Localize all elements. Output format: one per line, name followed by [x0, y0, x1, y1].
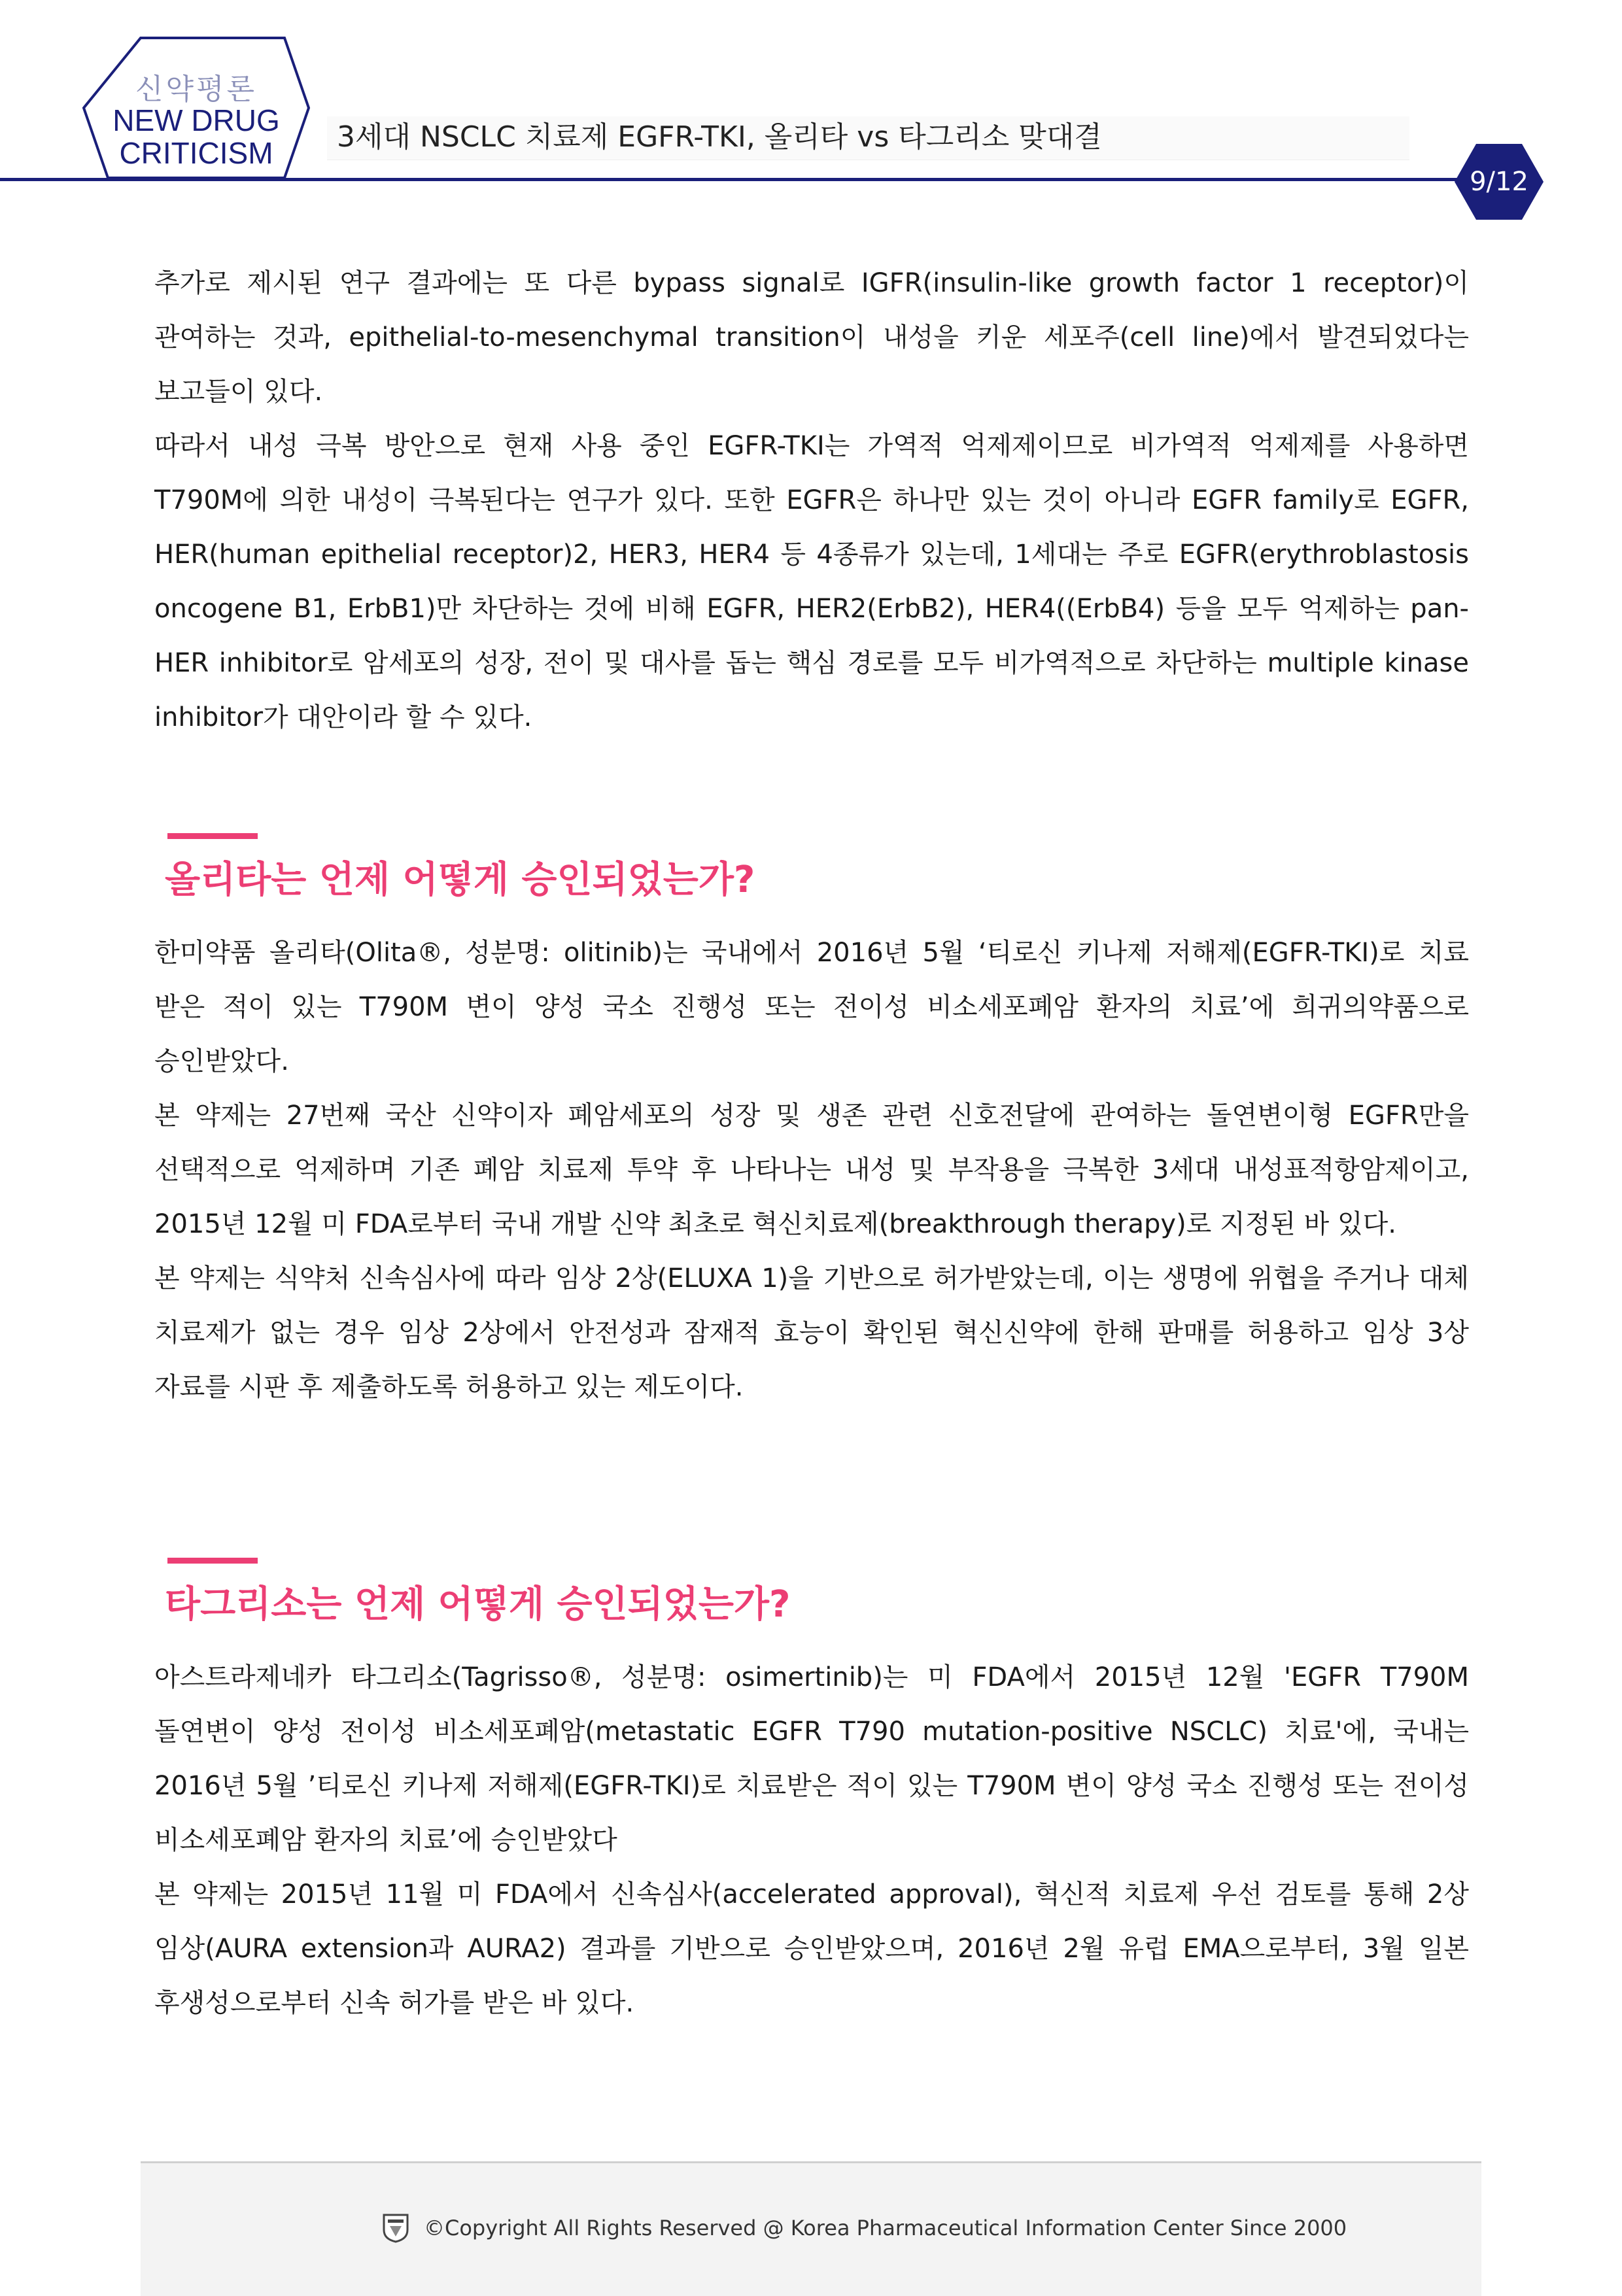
section-paragraph: 본 약제는 27번째 국산 신약이자 폐암세포의 성장 및 생존 관련 신호전달에 관여하는 돌연변이형 EGFR만을 선택적으로 억제하며 기존 폐암 치료제 투약 후 나타나는 내성 및 부작용을 극복한 3세대 내성표적항암제이고, 2015년 12월 미 FDA로부터 국내 개발 신약 최초로 혁신치료제(breakthrough therapy)로 지정된 바 있다.: [154, 1101, 1469, 1239]
header-divider: [0, 178, 1472, 181]
section-paragraph: 본 약제는 2015년 11월 미 FDA에서 신속심사(accelerated approval), 혁신적 치료제 우선 검토를 통해 2상 임상(AURA extension과 AURA2) 결과를 기반으로 승인받았으며, 2016년 2월 유럽 EMA으로부터, 3월 일본 후생성으로부터 신속 허가를 받은 바 있다.: [154, 1879, 1469, 2018]
section-paragraph: 본 약제는 식약처 신속심사에 따라 임상 2상(ELUXA 1)을 기반으로 허가받았는데, 이는 생명에 위협을 주거나 대체 치료제가 없는 경우 임상 2상에서 안전성과 잠재적 효능이 확인된 혁신신약에 한해 판매를 허용하고 임상 3상 자료를 시판 후 제출하도록 허용하고 있는 제도이다.: [154, 1263, 1469, 1402]
section-olita-body: [154, 926, 1469, 1414]
section-heading-tagrisso: 타그리소는 언제 어떻게 승인되었는가?: [165, 1583, 791, 1626]
intro-paragraph: 따라서 내성 극복 방안으로 현재 사용 중인 EGFR-TKI는 가역적 억제제이므로 비가역적 억제제를 사용하면 T790M에 의한 내성이 극복된다는 연구가 있다. 또한 EGFR은 하나만 있는 것이 아니라 EGFR family로 EGFR, HER(human epithelial receptor)2, HER3, HER4 등 4종류가 있는데, 1세대는 주로 EGFR(erythroblastosis oncogene B1, ErbB1)만 차단하는 것에 비해 EGFR, HER2(ErbB2), HER4((ErbB4) 등을 모두 억제하는 pan-HER inhibitor로 암세포의 성장, 전이 및 대사를 돕는 핵심 경로를 모두 비가역적으로 차단하는 multiple kinase inhibitor가 대안이라 할 수 있다.: [154, 431, 1469, 732]
section-paragraph: 아스트라제네카 타그리소(Tagrisso®, 성분명: osimertinib)는 미 FDA에서 2015년 12월 'EGFR T790M 돌연변이 양성 전이성 비소세포폐암(metastatic EGFR T790 mutation-positive NSCLC) 치료'에, 국내는 2016년 5월 ’티로신 키나제 저해제(EGFR-TKI)로 치료받은 적이 있는 T790M 변이 양성 국소 진행성 또는 전이성 비소세포폐암 환자의 치료’에 승인받았다: [154, 1662, 1469, 1855]
intro-paragraph: 추가로 제시된 연구 결과에는 또 다른 bypass signal로 IGFR(insulin-like growth factor 1 receptor)이 관여하는 것과, epithelial-to-mesenchymal transition이 내성을 키운 세포주(cell line)에서 발견되었다는 보고들이 있다.: [154, 268, 1469, 407]
section-paragraph: 한미약품 올리타(Olita®, 성분명: olitinib)는 국내에서 2016년 5월 ‘티로신 키나제 저해제(EGFR-TKI)로 치료 받은 적이 있는 T790M 변이 양성 국소 진행성 또는 전이성 비소세포폐암 환자의 치료’에 희귀의약품으로 승인받았다.: [154, 938, 1469, 1076]
logo-korean-text: 신약평론: [135, 73, 257, 105]
shield-crest-icon: [382, 2213, 409, 2243]
document-title: 3세대 NSCLC 치료제 EGFR-TKI, 올리타 vs 타그리소 맞대결: [337, 120, 1102, 154]
logo-english-line2: CRITICISM: [119, 136, 273, 170]
intro-section: [154, 256, 1469, 745]
section-heading-olita: 올리타는 언제 어떻게 승인되었는가?: [165, 859, 755, 901]
section-accent-bar: [167, 1558, 258, 1564]
section-tagrisso-body: [154, 1651, 1469, 2030]
section-accent-bar: [167, 833, 258, 839]
logo-english-line1: NEW DRUG: [112, 103, 280, 137]
page-indicator: 9/12: [1470, 167, 1528, 197]
footer-copyright: ©Copyright All Rights Reserved @ Korea Pharmaceutical Information Center Since 2000: [424, 2216, 1347, 2240]
